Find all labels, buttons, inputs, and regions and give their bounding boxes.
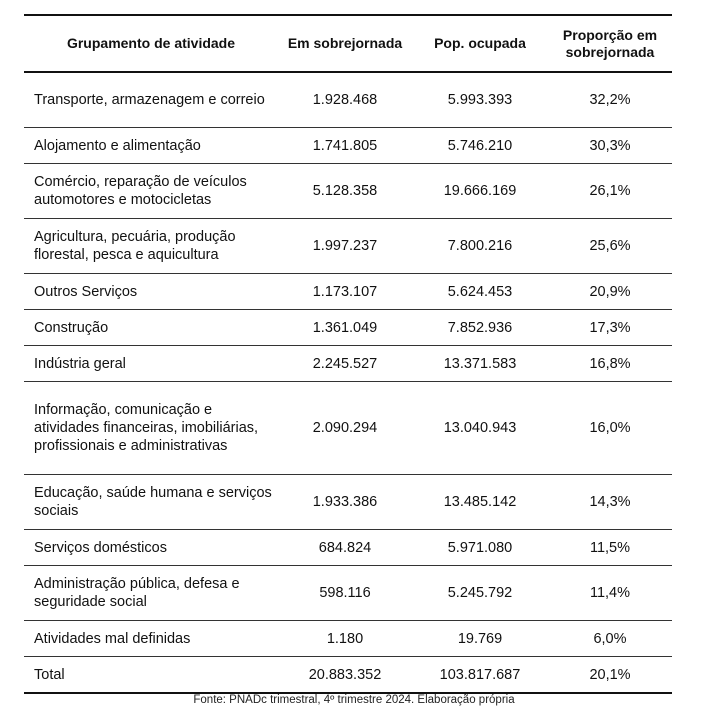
table-row — [24, 346, 672, 382]
cell-activity: Educação, saúde humana e serviços sociais — [34, 485, 272, 519]
header-row — [24, 15, 672, 72]
cell-proporcao: 16,8% — [589, 355, 631, 372]
table-row — [24, 566, 672, 621]
total-row — [24, 657, 672, 694]
table-row — [24, 274, 672, 310]
cell-activity: Atividades mal definidas — [34, 630, 191, 647]
cell-pop-ocupada: 5.971.080 — [447, 539, 513, 556]
cell-pop-ocupada: 19.666.169 — [443, 183, 517, 199]
cell-pop-ocupada: 13.371.583 — [443, 355, 517, 372]
header-grupamento: Grupamento de atividade — [66, 35, 236, 51]
cell-proporcao: 11,5% — [589, 539, 631, 556]
cell-activity: Comércio, reparação de veículos automotores e motocicletas — [34, 174, 247, 208]
cell-pop-ocupada: 19.769 — [457, 630, 503, 647]
cell-proporcao: 30,3% — [589, 137, 631, 154]
cell-sobrejornada: 1.180 — [326, 630, 364, 647]
cell-sobrejornada: 1.361.049 — [312, 319, 378, 336]
cell-proporcao: 20,9% — [589, 283, 631, 300]
table-row — [24, 164, 672, 219]
cell-proporcao: 32,2% — [589, 92, 631, 108]
cell-total-sobrejornada: 20.883.352 — [308, 666, 382, 683]
table-row — [24, 219, 672, 274]
data-table-container — [24, 14, 672, 694]
table-row — [24, 475, 672, 530]
cell-proporcao: 16,0% — [589, 420, 631, 436]
cell-sobrejornada: 684.824 — [318, 539, 372, 556]
cell-sobrejornada: 2.090.294 — [312, 420, 378, 436]
table-row — [24, 128, 672, 164]
cell-pop-ocupada: 13.040.943 — [443, 420, 517, 436]
cell-proporcao: 14,3% — [589, 494, 631, 510]
cell-sobrejornada: 1.173.107 — [312, 283, 378, 300]
cell-total-proporcao: 20,1% — [589, 666, 631, 683]
cell-activity: Transporte, armazenagem e correio — [34, 92, 265, 108]
cell-activity: Administração pública, defesa e seguridade social — [34, 576, 240, 610]
data-table — [24, 14, 672, 694]
header-proporcao: Proporção em sobrejornada — [562, 26, 658, 60]
table-row — [24, 310, 672, 346]
cell-activity: Indústria geral — [34, 355, 126, 372]
cell-activity: Outros Serviços — [34, 283, 138, 300]
header-pop-ocupada: Pop. ocupada — [434, 35, 526, 51]
cell-sobrejornada: 1.741.805 — [312, 137, 378, 154]
table-row — [24, 72, 672, 128]
cell-pop-ocupada: 13.485.142 — [443, 494, 517, 510]
cell-activity: Alojamento e alimentação — [34, 137, 201, 154]
table-body — [24, 72, 672, 693]
cell-sobrejornada: 5.128.358 — [312, 183, 378, 199]
cell-total-pop-ocupada: 103.817.687 — [439, 666, 521, 683]
cell-pop-ocupada: 5.245.792 — [447, 585, 513, 601]
table-row — [24, 530, 672, 566]
header-sobrejornada: Em sobrejornada — [287, 35, 403, 51]
cell-pop-ocupada: 5.624.453 — [447, 283, 513, 300]
cell-pop-ocupada: 7.852.936 — [447, 319, 513, 336]
table-row — [24, 621, 672, 657]
table-row — [24, 382, 672, 475]
cell-activity: Informação, comunicação e atividades financeiras, imobiliárias, profissionais e administrativas — [34, 402, 259, 454]
cell-activity: Construção — [34, 319, 109, 336]
cell-sobrejornada: 2.245.527 — [312, 355, 378, 372]
cell-pop-ocupada: 5.746.210 — [447, 137, 513, 154]
cell-proporcao: 11,4% — [589, 585, 631, 601]
cell-pop-ocupada: 5.993.393 — [447, 92, 513, 108]
cell-activity: Agricultura, pecuária, produção florestal, pesca e aquicultura — [34, 229, 236, 263]
cell-pop-ocupada: 7.800.216 — [447, 238, 513, 254]
cell-sobrejornada: 598.116 — [319, 585, 371, 601]
source-note: Fonte: PNADc trimestral, 4º trimestre 2024. Elaboração própria — [193, 694, 515, 706]
cell-activity: Serviços domésticos — [34, 539, 167, 556]
cell-proporcao: 26,1% — [589, 183, 631, 199]
cell-proporcao: 17,3% — [589, 319, 631, 336]
cell-sobrejornada: 1.933.386 — [312, 494, 378, 510]
cell-total-label: Total — [34, 666, 65, 683]
table-header — [24, 15, 672, 72]
cell-sobrejornada: 1.928.468 — [312, 92, 378, 108]
cell-proporcao: 6,0% — [593, 630, 627, 647]
cell-sobrejornada: 1.997.237 — [312, 238, 378, 254]
cell-proporcao: 25,6% — [589, 238, 631, 254]
